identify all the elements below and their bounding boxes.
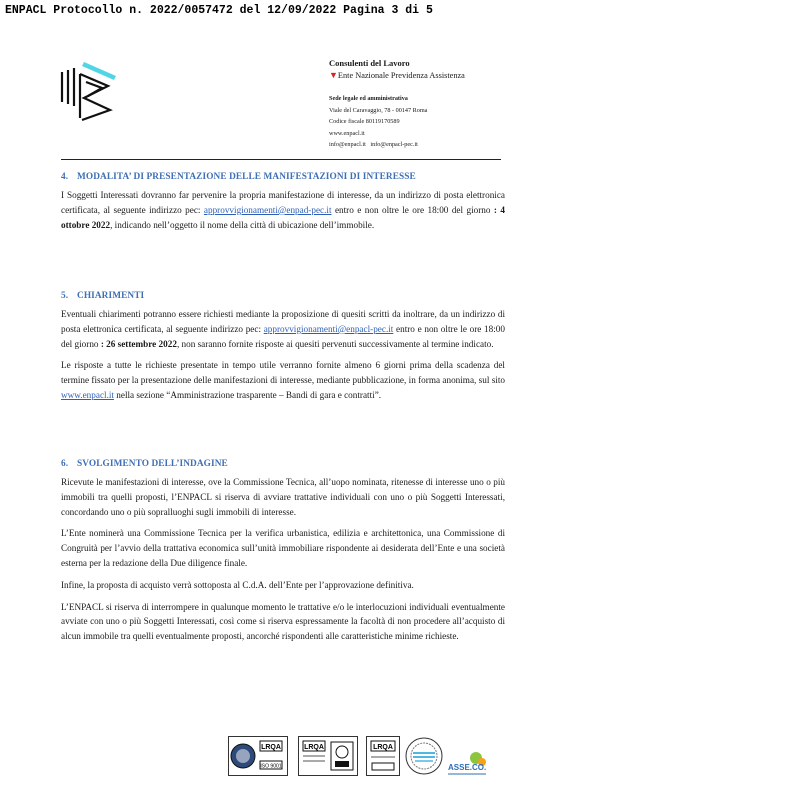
address-heading: Sede legale ed amministrativa [329, 95, 408, 102]
text: Eventuali chiarimenti potranno essere richiesti mediante la proposizione di quesiti scritti da inoltrare, da un indirizzo di posta elettronica certificata, al seguente indirizzo pec: [61, 309, 505, 334]
fiscal-code-line: Codice fiscale 80119170589 [329, 118, 400, 125]
org-name: Consulenti del Lavoro [329, 58, 410, 68]
asseco-logo [446, 736, 490, 778]
section-heading [61, 291, 505, 301]
website-line: www.enpacl.it [329, 129, 365, 137]
section-title: CHIARIMENTI [77, 291, 145, 301]
section-heading [61, 459, 505, 469]
lrqa-text: LRQA [373, 744, 393, 751]
paragraph [61, 188, 505, 232]
pec-email-link[interactable]: approvvigionamenti@enpad-pec.it [203, 204, 332, 215]
lrqa-text: LRQA [304, 744, 324, 751]
org-subtitle-row [329, 69, 465, 82]
section-5 [61, 291, 505, 410]
email-line: info@enpacl.it info@enpacl-pec.it [329, 141, 418, 148]
paragraph: Ricevute le manifestazioni di interesse, ove la Commissione Tecnica, all’uopo nominata, ritenesse di interesse uno o più immobili tra quelli proposti, l’ENPACL si riserva di avviare trattative individuali con uno o più Soggetti Interessati, concordando uno o più sopralluoghi sugli immobili di interesse. [61, 477, 505, 517]
asseco-text: ASSE.CO. [448, 763, 487, 772]
website-link[interactable]: www.enpacl.it [61, 389, 114, 400]
lrqa-text: LRQA [261, 744, 281, 751]
red-triangle-icon: ▼ [329, 70, 338, 80]
protocol-stamp: ENPACL Protocollo n. 2022/0057472 del 12/09/2022 Pagina 3 di 5 [5, 4, 433, 17]
lrqa-ukas-cert-logo [298, 736, 358, 776]
section-title: MODALITA’ DI PRESENTAZIONE DELLE MANIFESTAZIONI DI INTERESSE [77, 172, 416, 182]
text: , indicando nell’oggetto il nome della città di ubicazione dell’immobile. [110, 219, 375, 230]
section-number: 5. [61, 291, 69, 301]
section-title: SVOLGIMENTO DELL’INDAGINE [77, 459, 228, 469]
paragraph [61, 358, 505, 402]
pec-email-link[interactable]: approvvigionamenti@enpacl-pec.it [263, 323, 394, 334]
text: entro e non oltre le ore 18:00 del giorno [331, 204, 494, 215]
paragraph: L’Ente nominerà una Commissione Tecnica per la verifica urbanistica, edilizia e architettonica, una Commissione di Congruità per l’avvio della trattativa economica sull’unità immobiliare rispondente ai desiderata dell’Ente e una società esterna per la redazione della Due diligence finale. [61, 528, 505, 568]
section-4 [61, 172, 505, 239]
text: entro e non oltre le ore 18:00 del giorno [61, 323, 505, 349]
enpacl-logo [58, 58, 120, 122]
section-heading [61, 172, 505, 182]
deadline-date: : 4 ottobre 2022 [61, 204, 505, 230]
text: , non saranno fornite risposte ai quesiti pervenuti successivamente al termine indicato. [176, 338, 494, 349]
paragraph: Infine, la proposta di acquisto verrà sottoposta al C.d.A. dell’Ente per l’approvazione definitiva. [61, 579, 414, 590]
round-seal-logo [404, 736, 444, 776]
iso-text: ISO 9001 [260, 763, 282, 770]
paragraph: L’ENPACL si riserva di interrompere in qualunque momento le trattative e/o le interlocuzioni individuali eventualmente avviate con uno o più Soggetti Interessati, così come si riserva espressamente la facoltà di non procedere all’acquisto di alcun immobile tra quelli eventualmente proposti, ancorché rispondenti alle caratteristiche minime richieste. [61, 601, 505, 642]
section-number: 4. [61, 172, 69, 182]
lrqa-iso-9001-cert-logo [228, 736, 288, 776]
lrqa-cert-logo [366, 736, 400, 776]
certification-logos [228, 736, 490, 778]
deadline-date: : 26 settembre 2022 [100, 338, 177, 349]
address-line: Viale del Caravaggio, 78 - 00147 Roma [329, 106, 428, 114]
text: I Soggetti Interessati dovranno far pervenire la propria manifestazione di interesse, da un indirizzo di posta elettronica certificata, al seguente indirizzo pec: [61, 190, 505, 215]
paragraph [61, 307, 505, 351]
section-6 [61, 459, 505, 651]
section-number: 6. [61, 459, 69, 469]
org-block [329, 57, 465, 82]
org-subtitle: Ente Nazionale Previdenza Assistenza [337, 71, 465, 80]
text: nella sezione “Amministrazione trasparente – Bandi di gara e contratti”. [113, 389, 382, 400]
address-block [329, 93, 427, 151]
text: Le risposte a tutte le richieste presentate in tempo utile verranno fornite almeno 6 giorni prima della scadenza del termine fissato per la presentazione delle manifestazioni di interesse, mediante pubblicazione, in forma anonima, sul sito [61, 360, 505, 386]
header-divider [61, 159, 501, 160]
